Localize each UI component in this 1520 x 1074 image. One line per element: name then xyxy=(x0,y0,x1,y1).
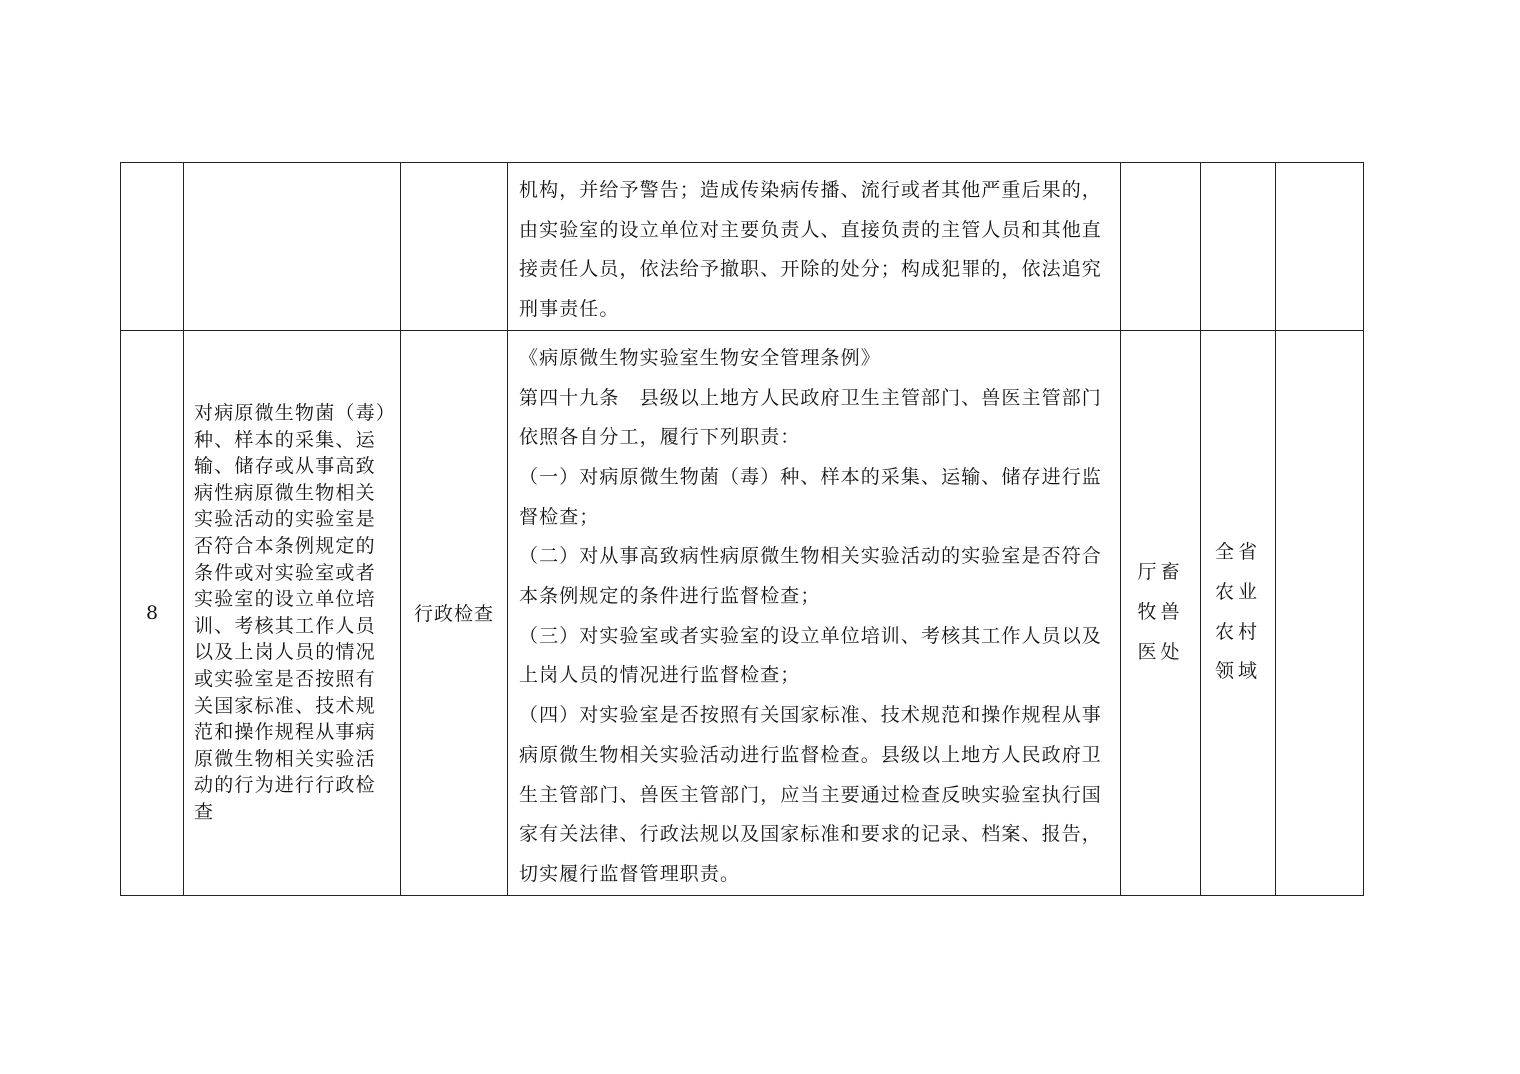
basis-title: 《病原微生物实验室生物安全管理条例》 xyxy=(519,346,881,369)
basis-article: 第四十九条 县级以上地方人民政府卫生主管部门、兽医主管部门依照各自分工，履行下列职责： xyxy=(519,386,1102,449)
table-row-continued xyxy=(121,163,1364,331)
basis-item-2: （二）对从事高致病性病原微生物相关实验活动的实验室是否符合本条例规定的条件进行监督检查； xyxy=(519,545,1102,608)
basis-cell-continued xyxy=(508,163,1121,331)
basis-item-4: （四）对实验室是否按照有关国家标准、技术规范和操作规程从事病原微生物相关实验活动进行监督检查。县级以上地方人民政府卫生主管部门、兽医主管部门，应当主要通过检查反映实验室执行国家有关法律、行政法规以及国家标准和要求的记录、档案、报告，切实履行监督管理职责。 xyxy=(519,704,1102,885)
department-cell xyxy=(1121,330,1201,895)
scope-cell xyxy=(1201,330,1276,895)
remarks-cell xyxy=(1276,330,1364,895)
matter-cell-empty xyxy=(184,163,401,331)
item-number: 8 xyxy=(121,330,184,895)
table-row-8 xyxy=(121,330,1364,895)
remarks-cell-empty xyxy=(1276,163,1364,331)
matter-cell xyxy=(184,330,401,895)
type-cell-empty xyxy=(401,163,508,331)
number-cell-empty xyxy=(121,163,184,331)
department-cell-empty xyxy=(1121,163,1201,331)
basis-paragraph: 机构，并给予警告；造成传染病传播、流行或者其他严重后果的，由实验室的设立单位对主要负责人、直接负责的主管人员和其他直接责任人员，依法给予撤职、开除的处分；构成犯罪的，依法追究刑事责任。 xyxy=(519,179,1102,321)
basis-item-1: （一）对病原微生物菌（毒）种、样本的采集、运输、储存进行监督检查； xyxy=(519,465,1102,528)
department-text: 厅畜牧兽医处 xyxy=(1137,561,1184,663)
scope-text: 全省农业农村领域 xyxy=(1215,541,1262,683)
basis-cell xyxy=(508,330,1121,895)
matter-text: 对病原微生物菌（毒）种、样本的采集、运输、储存或从事高致病性病原微生物相关实验活动的实验室是否符合本条例规定的条件或对实验室或者实验室的设立单位培训、考核其工作人员以及上岗人员的情况或实验室是否按照有关国家标准、技术规范和操作规程从事病原微生物相关实验活动的行为进行行政检查 xyxy=(194,401,387,823)
basis-item-3: （三）对实验室或者实验室的设立单位培训、考核其工作人员以及上岗人员的情况进行监督检查； xyxy=(519,624,1102,687)
power-list-table xyxy=(120,162,1364,896)
scope-cell-empty xyxy=(1201,163,1276,331)
power-type: 行政检查 xyxy=(401,330,508,895)
